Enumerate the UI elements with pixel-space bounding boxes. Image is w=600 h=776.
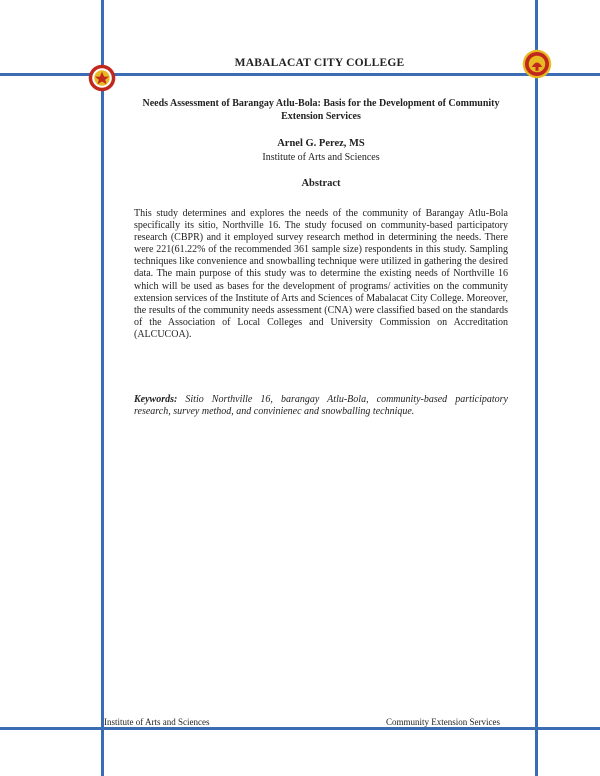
- paper-title: Needs Assessment of Barangay Atlu-Bola: Basis for the Development of Community Extension Services: [142, 98, 500, 122]
- right-border-line: [535, 0, 538, 776]
- keywords-text: Sitio Northville 16, barangay Atlu-Bola, community-based participatory research, survey method, and convinienec and snowballing technique.: [134, 394, 508, 418]
- author-affiliation: Institute of Arts and Sciences: [262, 152, 380, 163]
- bottom-border-line: [0, 727, 600, 730]
- footer-right-text: Community Extension Services: [386, 717, 500, 727]
- keywords-label: Keywords:: [134, 394, 178, 405]
- author-name: Arnel G. Perez, MS: [277, 138, 365, 149]
- left-border-line: [101, 0, 104, 776]
- footer-left-text: Institute of Arts and Sciences: [104, 717, 210, 727]
- keywords-paragraph: [134, 394, 508, 418]
- college-header: MABALACAT CITY COLLEGE: [234, 57, 405, 69]
- abstract-text: This study determines and explores the needs of the community of Barangay Atlu-Bola specifically its sitio, Northville 16. The study focused on community-based participatory research (CBPR) and it employed survey research method in determining the needs. There were 221(61.22% of the recommended 361 sample size) respondents in this study. Sampling techniques like convenience and snowballing technique were utilized in gathering the desired data. The main purpose of this study was to determine the existing needs of Northville 16 which will be used as bases for the development of programs/ activities on the community extension services of the Institute of Arts and Sciences of Mabalacat City College. Moreover, the results of the community needs assessment (CNA) were classified based on the standards of the Association of Local Colleges and University Commission on Accreditation (ALCUCOA).: [134, 208, 508, 340]
- abstract-heading: Abstract: [301, 178, 341, 189]
